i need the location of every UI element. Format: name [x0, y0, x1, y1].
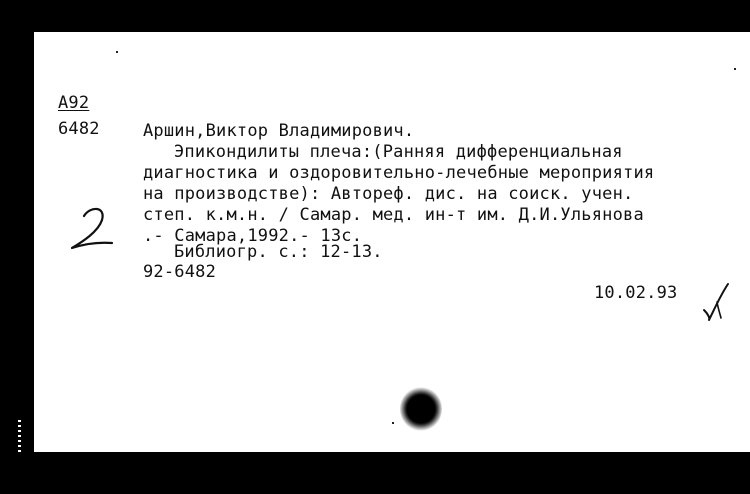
catalog-card: [34, 32, 750, 452]
title-line-3: на производстве): Автореф. дис. на соиск. учен.: [143, 184, 634, 204]
author-heading: Аршин,Виктор Владимирович.: [143, 121, 415, 141]
record-number: 92-6482: [143, 262, 217, 282]
scan-speck: [392, 422, 394, 424]
punch-hole: [400, 387, 442, 431]
scan-bottom-border: [0, 452, 750, 494]
title-line-1: Эпикондилиты плеча:(Ранняя дифференциальная: [174, 142, 623, 162]
bibliography-note: Библиогр. с.: 12-13.: [174, 242, 383, 262]
catalog-date: 10.02.93: [594, 283, 678, 303]
title-line-2: диагностика и оздоровительно-лечебные мероприятия: [143, 163, 655, 183]
shelfmark: А92: [58, 93, 90, 113]
scan-left-border: [0, 0, 34, 494]
title-line-4: степ. к.м.н. / Самар. мед. ин-т им. Д.И.Ульянова: [143, 205, 644, 225]
scan-speck: [734, 68, 736, 70]
handwritten-mark-1: [700, 280, 734, 322]
title-line-5: .- Самара,1992.- 13с.: [143, 226, 363, 246]
inventory-number: 6482: [58, 119, 100, 139]
handwritten-mark-2: [66, 202, 116, 254]
scan-speck: [116, 51, 118, 53]
